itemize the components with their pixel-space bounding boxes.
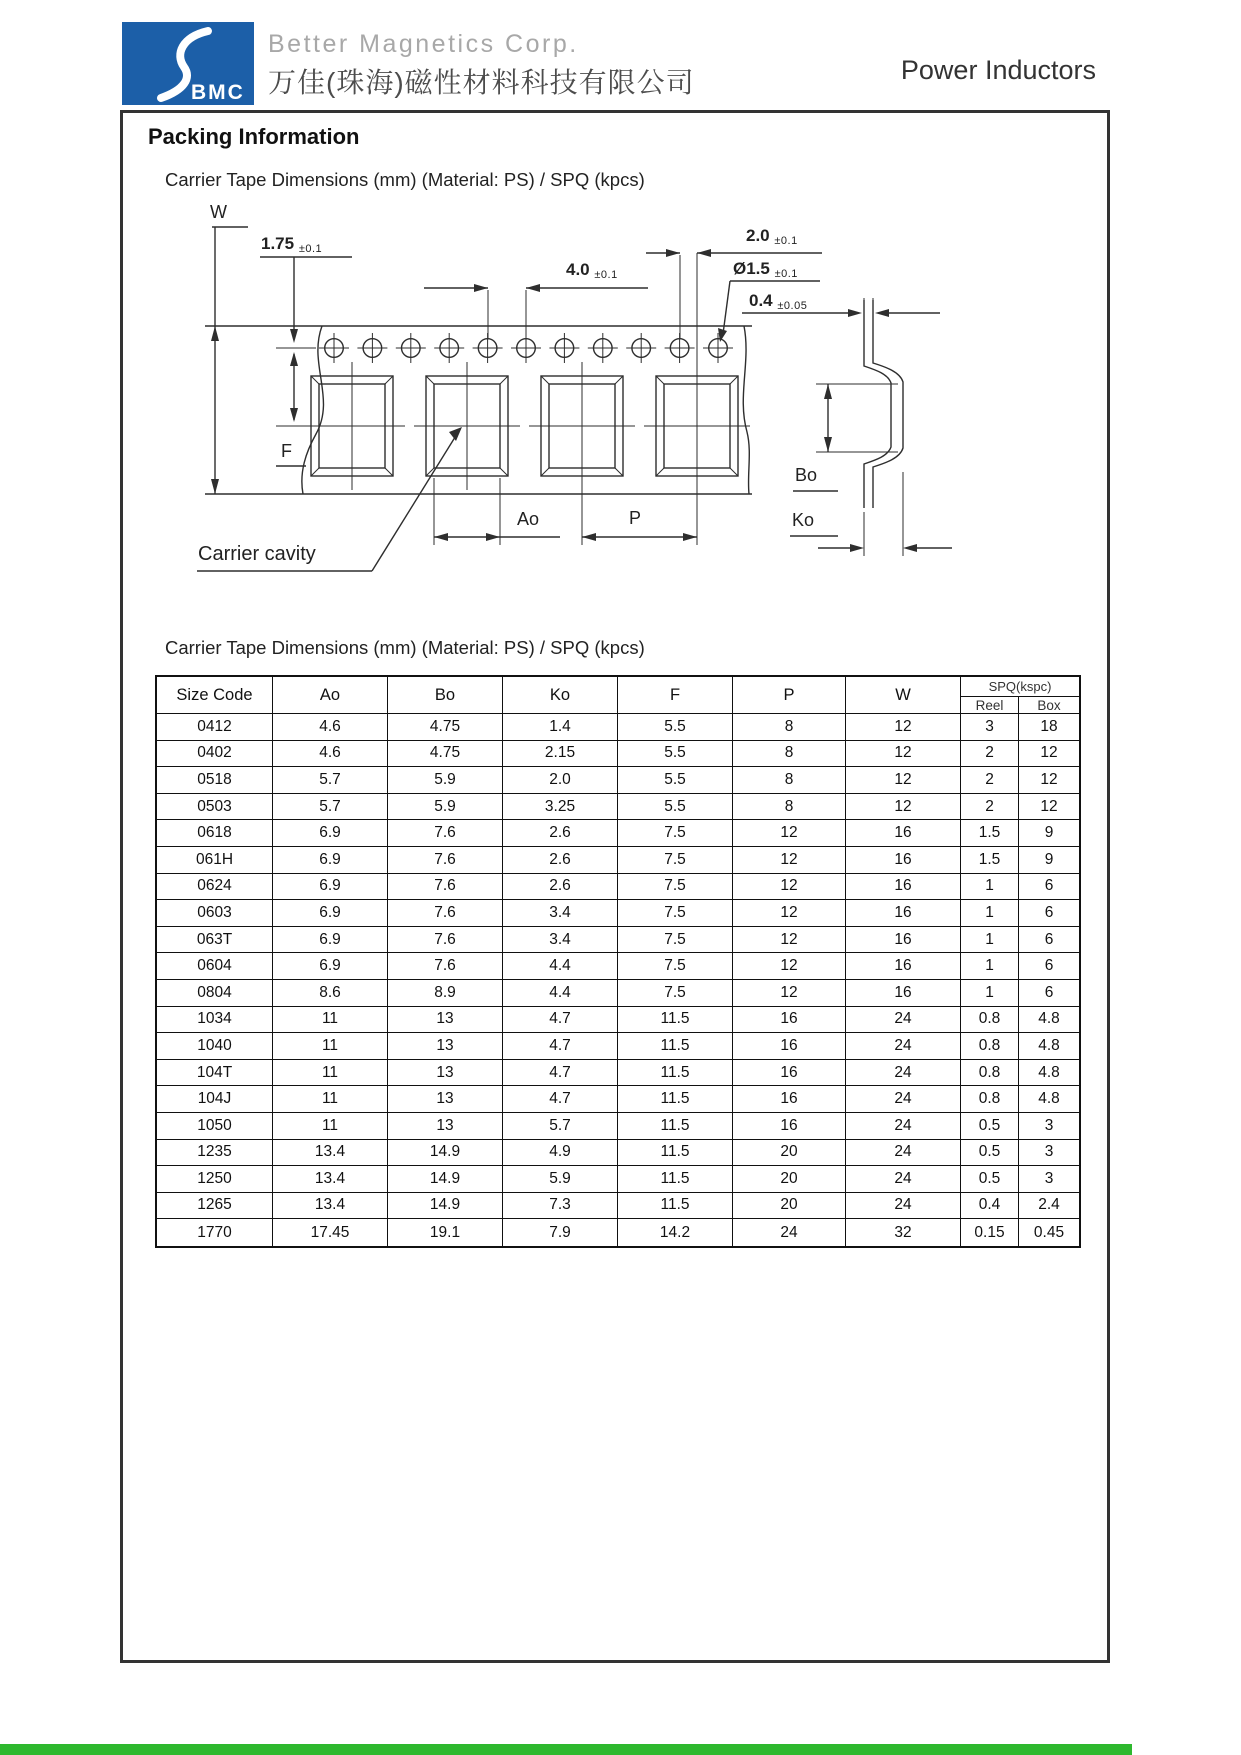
size-code-cell: 1770 [157,1219,273,1246]
value-cell: 6.9 [273,847,388,874]
carrier-cavity-label: Carrier cavity [198,543,316,565]
size-code-cell: 1034 [157,1007,273,1034]
value-cell: 32 [846,1219,961,1246]
column-header: W [846,677,961,714]
value-cell: 13.4 [273,1193,388,1220]
value-cell: 8 [733,767,846,794]
dim-label-p: P [629,508,642,528]
value-cell: 11 [273,1033,388,1060]
value-cell: 13.4 [273,1166,388,1193]
value-cell: 4.75 [388,714,503,741]
value-cell: 6.9 [273,953,388,980]
value-cell: 4.8 [1019,1060,1079,1087]
dim-label-w: W [210,202,227,222]
value-cell: 8 [733,741,846,768]
value-cell: 7.5 [618,820,733,847]
value-cell: 9 [1019,820,1079,847]
value-cell: 4.9 [503,1140,618,1167]
value-cell: 16 [846,820,961,847]
column-header: F [618,677,733,714]
value-cell: 4.75 [388,741,503,768]
value-cell: 20 [733,1193,846,1220]
profile-inner-wall [864,300,891,508]
value-cell: 7.5 [618,900,733,927]
value-cell: 1.5 [961,847,1019,874]
value-cell: 13.4 [273,1140,388,1167]
dim-tolerance: ±0.1 [774,235,798,247]
value-cell: 12 [733,980,846,1007]
size-code-cell: 0618 [157,820,273,847]
size-code-cell: 1235 [157,1140,273,1167]
value-cell: 20 [733,1166,846,1193]
size-code-cell: 063T [157,927,273,954]
value-cell: 6.9 [273,874,388,901]
value-cell: 0.5 [961,1166,1019,1193]
dim-tolerance: ±0.1 [774,268,798,280]
value-cell: 2.0 [503,767,618,794]
value-cell: 0.15 [961,1219,1019,1246]
value-cell: 0.4 [961,1193,1019,1220]
value-cell: 24 [733,1219,846,1246]
value-cell: 3 [1019,1166,1079,1193]
value-cell: 11.5 [618,1166,733,1193]
dim-value: 2.0 [746,226,770,245]
value-cell: 5.5 [618,767,733,794]
value-cell: 3.25 [503,794,618,821]
value-cell: 5.9 [388,794,503,821]
value-cell: 11.5 [618,1086,733,1113]
value-cell: 16 [733,1060,846,1087]
value-cell: 4.4 [503,980,618,1007]
size-code-cell: 1040 [157,1033,273,1060]
value-cell: 0.8 [961,1060,1019,1087]
value-cell: 9 [1019,847,1079,874]
value-cell: 2 [961,767,1019,794]
value-cell: 12 [1019,794,1079,821]
value-cell: 12 [846,714,961,741]
value-cell: 7.5 [618,927,733,954]
value-cell: 11 [273,1060,388,1087]
value-cell: 1 [961,953,1019,980]
dim-label-bo: Bo [795,465,818,485]
value-cell: 2 [961,741,1019,768]
value-cell: 6.9 [273,820,388,847]
value-cell: 4.6 [273,741,388,768]
dim-label-hole-diameter [733,259,798,279]
dim-label-2-0 [746,226,798,246]
value-cell: 7.6 [388,927,503,954]
value-cell: 0.5 [961,1140,1019,1167]
value-cell: 11.5 [618,1007,733,1034]
value-cell: 2.6 [503,820,618,847]
value-cell: 16 [846,953,961,980]
value-cell: 2.6 [503,874,618,901]
dim-label-ko: Ko [792,510,815,530]
value-cell: 8 [733,714,846,741]
value-cell: 8.9 [388,980,503,1007]
value-cell: 8 [733,794,846,821]
value-cell: 16 [846,927,961,954]
value-cell: 4.4 [503,953,618,980]
value-cell: 5.9 [388,767,503,794]
tape-right-break-line [743,326,749,494]
value-cell: 19.1 [388,1219,503,1246]
size-code-cell: 0518 [157,767,273,794]
value-cell: 7.6 [388,847,503,874]
size-code-cell: 0412 [157,714,273,741]
value-cell: 16 [733,1113,846,1140]
value-cell: 24 [846,1007,961,1034]
value-cell: 7.6 [388,953,503,980]
value-cell: 17.45 [273,1219,388,1246]
value-cell: 16 [846,847,961,874]
value-cell: 8.6 [273,980,388,1007]
value-cell: 12 [733,900,846,927]
dim-tolerance: ±0.1 [298,243,323,255]
size-code-cell: 104T [157,1060,273,1087]
value-cell: 12 [1019,741,1079,768]
value-cell: 11.5 [618,1033,733,1060]
value-cell: 12 [733,953,846,980]
value-cell: 5.5 [618,741,733,768]
value-cell: 16 [846,900,961,927]
value-cell: 0.8 [961,1033,1019,1060]
size-code-cell: 1265 [157,1193,273,1220]
value-cell: 0.8 [961,1086,1019,1113]
size-code-cell: 0503 [157,794,273,821]
value-cell: 1 [961,900,1019,927]
packing-table [155,675,1081,1248]
value-cell: 16 [733,1033,846,1060]
value-cell: 11.5 [618,1193,733,1220]
value-cell: 5.7 [273,767,388,794]
value-cell: 7.5 [618,953,733,980]
value-cell: 6 [1019,980,1079,1007]
value-cell: 5.5 [618,714,733,741]
value-cell: 3 [961,714,1019,741]
dim-label-0-4 [749,291,807,311]
value-cell: 5.7 [273,794,388,821]
value-cell: 12 [846,794,961,821]
value-cell: 5.7 [503,1113,618,1140]
value-cell: 7.5 [618,980,733,1007]
dim-label-1-75 [261,234,322,254]
value-cell: 11 [273,1086,388,1113]
value-cell: 13 [388,1060,503,1087]
value-cell: 18 [1019,714,1079,741]
spq-subcolumn-header: Box [1019,697,1079,714]
value-cell: 20 [733,1140,846,1167]
dim-value: 1.75 [261,234,295,253]
value-cell: 0.5 [961,1113,1019,1140]
value-cell: 2.6 [503,847,618,874]
value-cell: 24 [846,1086,961,1113]
column-header: Ko [503,677,618,714]
size-code-cell: 104J [157,1086,273,1113]
value-cell: 12 [733,874,846,901]
value-cell: 16 [846,980,961,1007]
company-name-chinese: 万佳(珠海)磁性材料科技有限公司 [268,67,695,98]
value-cell: 2.4 [1019,1193,1079,1220]
value-cell: 14.9 [388,1140,503,1167]
company-name-english: Better Magnetics Corp. [268,30,579,58]
value-cell: 13 [388,1113,503,1140]
value-cell: 12 [733,847,846,874]
value-cell: 24 [846,1113,961,1140]
value-cell: 0.45 [1033,1223,1065,1241]
value-cell: 7.5 [618,847,733,874]
size-code-cell: 0604 [157,953,273,980]
value-cell: 4.8 [1019,1086,1079,1113]
value-cell: 5.5 [618,794,733,821]
section-title-table: Carrier Tape Dimensions (mm) (Material: PS) / SPQ (kpcs) [165,637,645,658]
carrier-tape-diagram [130,195,990,580]
value-cell: 7.6 [388,820,503,847]
value-cell: 13 [388,1086,503,1113]
column-header: P [733,677,846,714]
value-cell: 12 [733,820,846,847]
value-cell: 6.9 [273,927,388,954]
product-category-title: Power Inductors [900,55,1096,85]
value-cell: 1 [961,980,1019,1007]
dim-label-f: F [281,441,292,461]
dim-label-4-0 [566,260,618,280]
value-cell: 7.5 [618,874,733,901]
value-cell: 11.5 [618,1060,733,1087]
value-cell: 24 [846,1193,961,1220]
bottom-green-bar [0,1744,1132,1755]
bmc-logo [122,22,254,105]
value-cell: 7.6 [388,874,503,901]
value-cell: 24 [846,1140,961,1167]
size-code-cell: 0603 [157,900,273,927]
size-code-cell: 0804 [157,980,273,1007]
spq-header: SPQ(kspc) [961,677,1079,697]
value-cell: 11.5 [618,1140,733,1167]
value-cell: 6 [1019,953,1079,980]
value-cell: 2 [961,794,1019,821]
value-cell: 11 [273,1007,388,1034]
cavity-squares [299,253,750,545]
page-title: Packing Information [148,124,360,149]
tape-left-break-line [302,326,324,494]
value-cell: 13 [388,1033,503,1060]
profile-outer-wall [873,300,903,508]
value-cell: 14.9 [388,1193,503,1220]
value-cell: 6.9 [273,900,388,927]
value-cell: 1.4 [503,714,618,741]
value-cell: 6 [1019,874,1079,901]
column-header: Size Code [157,677,273,714]
dim-value: 4.0 [566,260,590,279]
value-cell: 0.8 [961,1007,1019,1034]
value-cell: 12 [733,927,846,954]
value-cell: 4.7 [503,1007,618,1034]
size-code-cell: 0402 [157,741,273,768]
dim-label-ao: Ao [517,509,540,529]
value-cell: 5.9 [503,1166,618,1193]
value-cell: 4.7 [503,1086,618,1113]
value-cell: 11.5 [618,1113,733,1140]
value-cell: 12 [846,767,961,794]
value-cell: 12 [846,741,961,768]
value-cell: 14.2 [618,1219,733,1246]
value-cell: 3 [1019,1140,1079,1167]
value-cell: 4.8 [1019,1007,1079,1034]
value-cell: 1 [961,927,1019,954]
value-cell: 2.15 [503,741,618,768]
value-cell: 11 [273,1113,388,1140]
value-cell: 16 [733,1086,846,1113]
value-cell: 4.7 [503,1033,618,1060]
value-cell: 1 [961,874,1019,901]
value-cell: 14.9 [388,1166,503,1193]
spq-subcolumn-header: Reel [961,697,1019,714]
value-cell: 12 [1019,767,1079,794]
value-cell: 1.5 [961,820,1019,847]
column-header: Ao [273,677,388,714]
value-cell: 7.9 [503,1219,618,1246]
section-title-diagram: Carrier Tape Dimensions (mm) (Material: PS) / SPQ (kpcs) [165,169,645,190]
value-cell: 13 [388,1007,503,1034]
value-cell: 16 [733,1007,846,1034]
value-cell: 24 [846,1060,961,1087]
value-cell: 3.4 [503,927,618,954]
value-cell: 6 [1019,927,1079,954]
logo-text: BMC [191,81,245,104]
value-cell: 4.6 [273,714,388,741]
size-code-cell: 0624 [157,874,273,901]
value-cell: 16 [846,874,961,901]
dim-tolerance: ±0.1 [594,269,618,281]
size-code-cell: 1250 [157,1166,273,1193]
column-header: Bo [388,677,503,714]
dim-value: Ø1.5 [733,259,770,278]
dim-tolerance: ±0.05 [777,300,808,312]
value-cell: 4.8 [1019,1033,1079,1060]
value-cell: 7.6 [388,900,503,927]
value-cell: 4.7 [503,1060,618,1087]
value-cell: 24 [846,1033,961,1060]
value-cell: 6 [1019,900,1079,927]
size-code-cell: 1050 [157,1113,273,1140]
size-code-cell: 061H [157,847,273,874]
value-cell: 3 [1019,1113,1079,1140]
value-cell: 7.3 [503,1193,618,1220]
value-cell: 24 [846,1166,961,1193]
value-cell: 3.4 [503,900,618,927]
dim-value: 0.4 [749,291,773,310]
